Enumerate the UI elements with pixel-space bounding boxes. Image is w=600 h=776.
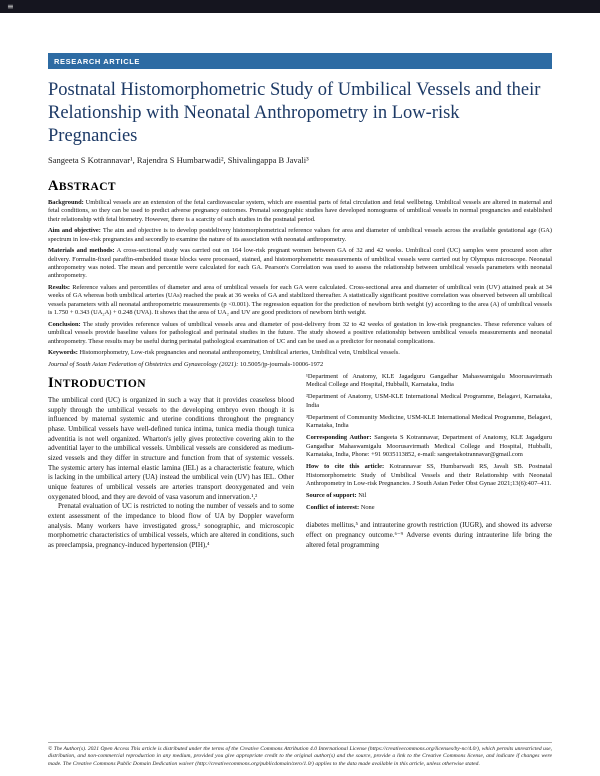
abstract-background [48, 199, 552, 224]
abstract-keywords-text: Histomorphometry, Low-risk pregnancies and neonatal anthropometry, Umbilical arteries, Umbilical vein, Umbilical vessels. [79, 349, 400, 357]
source-of-support-label: Source of support: [306, 491, 357, 499]
two-column-section [48, 373, 552, 551]
corresponding-author-label: Corresponding Author: [306, 434, 372, 442]
abstract-aim-text: The aim and objective is to develop postdelivery histomorphometrical reference values for area and diameter of umbilical vessels across the available gestational age (GA) spectrum in low-risk pregnancies and secondly to examine the nature of its association with neonatal anthropometry. [48, 227, 553, 243]
abstract-conclusion-label: Conclusion: [48, 320, 81, 328]
intro-continuation: diabetes mellitus,⁵ and intrauterine growth restriction (IUGR), and showed its adverse effect on pregnancy outcome.⁶⁻⁹ Adverse events during intrauterine life bring the altered fetal programming [306, 521, 552, 549]
abstract-methods-text: A cross-sectional study was carried out on 164 low-risk pregnant women between GA of 32 and 42 weeks. Umbilical cord (UC) samples were procured soon after delivery. Formalin-fixed paraffin-embedded tissue blocks were processed, stained, and histomorphometric measurements of umbilical vessels were carried out by Olympus microscope. Neonatal anthropometry was noted. The mean and percentile were calculated for each GA. Pearson's Correlation was used to assess the relationship between umbilical vessels parameters with neonatal anthropometry. [48, 247, 552, 280]
article-type-banner: RESEARCH ARTICLE [48, 53, 552, 69]
authors-line: Sangeeta S Kotrannavar¹, Rajendra S Humbarwadi², Shivalingappa B Javali³ [48, 154, 309, 165]
conflict-of-interest [306, 504, 552, 512]
journal-citation [48, 361, 552, 369]
source-of-support-text: Nil [356, 491, 367, 499]
abstract-keywords-label: Keywords: [48, 349, 78, 357]
abstract-methods-label: Materials and methods: [48, 247, 115, 255]
intro-paragraph-2: Prenatal evaluation of UC is restricted to noting the number of vessels and to some extent assessment of the impedance to blood flow of UA by Doppler waveform analysis. Many workers have investigated gross,³ sonographic, and microscopic morphometric characteristics of umbilical vessels, which are altered in conditions, such as preeclampsia, pregnancy-induced hypertension (PIH),⁴ [48, 502, 294, 549]
abstract-body [48, 199, 552, 369]
abstract-keywords [48, 349, 552, 357]
top-bar [0, 0, 600, 13]
how-to-cite [306, 463, 552, 488]
abstract-background-text: Umbilical vessels are an extension of the fetal cardiovascular system, which are essential parts of fetal circulation and fetal wellbeing. Umbilical vessels are altered in maternal and fetal conditions, so they can be used to predict adverse pregnancy outcomes. Prenatal sonographic studies have developed nomograms of umbilical vessels in normal pregnancies and established their relationship with fetal biometry. However, there is a scarcity of such studies in the postnatal period. [48, 198, 552, 223]
right-column [306, 373, 552, 551]
abstract-conclusion [48, 321, 552, 346]
abstract-conclusion-text: The study provides reference values of umbilical vessels area and diameter of post-delivery from 32 to 42 weeks of gestation in low-risk pregnancies. These reference values of umbilical vessels provide baseline values for pathological and perinatal studies in the future. The study showed a positive relationship between umbilical vessels measurements and neonatal anthropometry. These results may be useful during perinatal pathological examination of UC and can be used as a predictor for neonatal complications. [48, 320, 552, 345]
how-to-cite-label: How to cite this article: [306, 463, 385, 471]
menu-icon: ≡ [7, 1, 14, 11]
left-column [48, 373, 294, 551]
abstract-aim-label: Aim and objective: [48, 227, 101, 235]
journal-doi: 10.5005/jp-journals-10006-1972 [238, 360, 324, 368]
abstract-heading: ABSTRACT [48, 177, 116, 194]
abstract-results [48, 284, 552, 318]
intro-paragraph-1: The umbilical cord (UC) is organized in such a way that it provides ceaseless blood supply through the umbilical vessels to the developing embryo even though it is influenced by maternal systemic and uterine conditions throughout the pregnancy phase. Umbilical vessels have well-defined tunica intima, tunica media though tunica adventitia is not well organized. Wharton's jelly gives protective covering akin to the adventitial layer to the umbilical vessels. Umbilical vessels are considered as medium-sized vessels and they differ in structure and function from that of systemic vessels. The systemic artery has internal elastic lamina (IEL) as a characteristic feature, which is lacking in the umbilical artery (UA) instead the umbilical vein (UV) has IEL. Other unique features of umbilical vessels are arteries transport deoxygenated and vein oxygenated blood, and they are devoid of vasa vasorum and innervation.¹,² [48, 395, 294, 501]
abstract-background-label: Background: [48, 198, 84, 206]
abstract-results-label: Results: [48, 283, 71, 291]
affiliation-2: ²Department of Anatomy, USM-KLE International Medical Programme, Belagavi, Karnataka, India [306, 393, 552, 409]
introduction-heading: INTRODUCTION [48, 374, 146, 391]
abstract-aim [48, 227, 552, 244]
abstract-results-text: Reference values and percentiles of diameter and area of umbilical vessels for each GA were calculated. Cross-sectional area and diameter of umbilical vein (UV) attained peak at 34 weeks of GA whereas both umbilical arteries (UAs) reached the peak at 36 weeks of GA and stabilized thereafter. A statistically significant positive correlation was observed between all umbilical vessels parameters with all neonatal anthropometric measurements (p <0.001). The regression equation for the prediction of newborn birth weight (y) according to the area (A) of umbilical vessels is 1.750 + 0.343 (UA₂A) + 0.248 (UVA). It shows that the area of UA₂ and UV are good predictors of newborn birth weight. [48, 283, 552, 317]
affiliation-1: ¹Department of Anatomy, KLE Jagadguru Gangadhar Mahaswamigalu Moorusavirmath Medical College and Hospital, Hubballi, Karnataka, India [306, 372, 552, 389]
how-to-cite-text: Kotrannavar SS, Humbarwadi RS, Javali SB. Postnatal Histomorphometric Study of Umbilical Vessels and their Relationship with Neonatal Anthropometry in Low-risk Pregnancies. J South Asian Feder Obst Gynae 2021;13(6):407–411. [306, 463, 553, 487]
conflict-of-interest-label: Conflict of interest: [306, 503, 360, 511]
license-note: © The Author(s). 2021 Open Access This article is distributed under the terms of the Creative Commons Attribution 4.0 International License (https://creativecommons.org/licenses/by-nc/4.0/), which permits unrestricted use, distribution, and non-commercial reproduction in any medium, provided you give appropriate credit to the original author(s) and the source, provide a link to the Creative Commons license, and indicate if changes were made. The Creative Commons Public Domain Dedication waiver (http://creativecommons.org/publicdomain/zero/1.0/) applies to the data made available in this article, unless otherwise stated. [48, 742, 552, 768]
affiliation-3: ³Department of Community Medicine, USM-KLE International Medical Programme, Belagavi, Karnataka, India [306, 413, 552, 430]
conflict-of-interest-text: None [359, 503, 375, 511]
corresponding-author [306, 434, 552, 459]
corresponding-author-text: Sangeeta S Kotrannavar, Department of Anatomy, KLE Jagadguru Gangadhar Mahaswamigalu Moorusavirmath Medical College and Hospital, Hubballi, Karnataka, India, Phone: +91 9035113852, e-mail: sangeetakotrannavar@gmail.com [306, 434, 552, 459]
journal-name: Journal of South Asian Federation of Obstetrics and Gynaecology (2021): [48, 360, 239, 368]
abstract-methods [48, 247, 552, 281]
source-of-support [306, 492, 552, 500]
page-content [0, 13, 600, 550]
article-title: Postnatal Histomorphometric Study of Umbilical Vessels and their Relationship with Neonatal Anthropometry in Low-risk Pregnancies [48, 80, 541, 146]
